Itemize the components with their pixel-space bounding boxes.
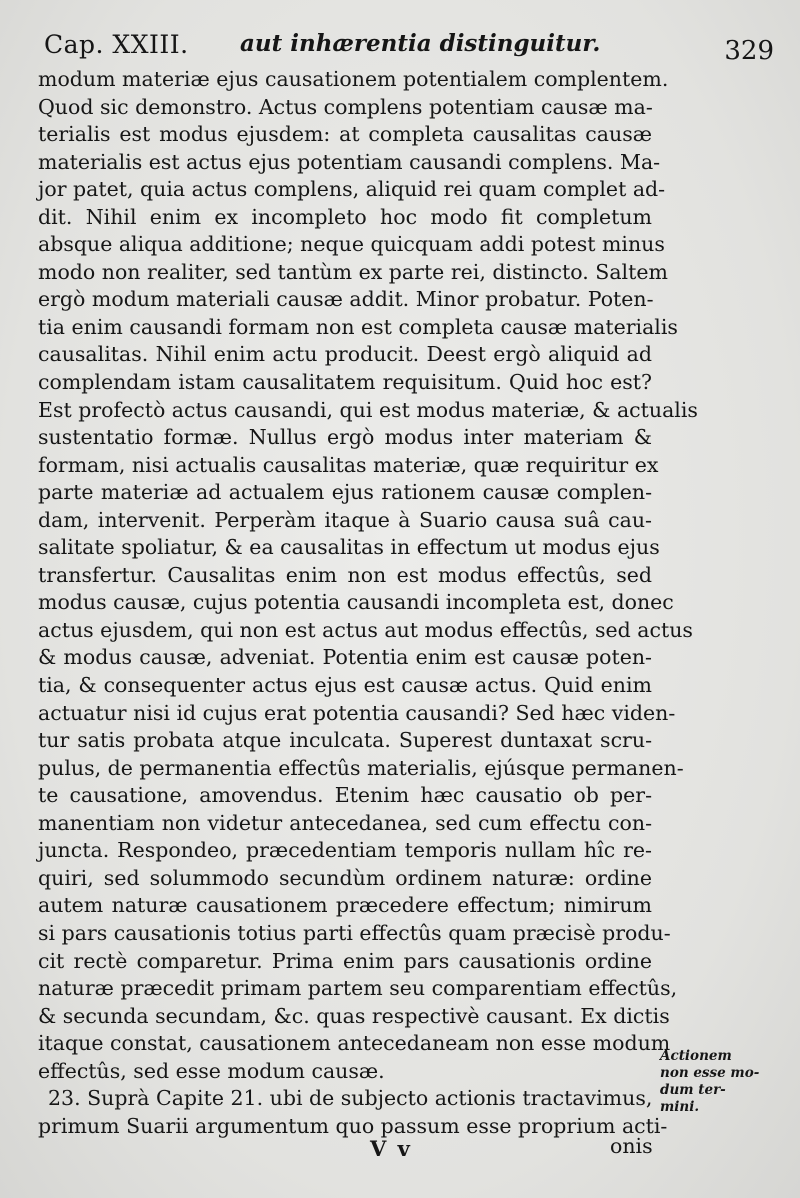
text-line: naturæ præcedit primam partem seu comparentiam effectûs, — [38, 976, 678, 1001]
text-line: autem naturæ causationem præcedere effectum; nimirum — [38, 893, 652, 918]
text-line: effectûs, sed esse modum causæ. — [38, 1058, 385, 1083]
text-line: quiri, sed solummodo secundùm ordinem naturæ: ordine — [38, 865, 652, 890]
text-line: materialis est actus ejus potentiam causandi complens. Ma- — [38, 149, 661, 174]
text-line: manentiam non videtur antecedanea, sed cum effectu con- — [38, 810, 652, 835]
text-line: tia, & consequenter actus ejus est causæ actus. Quid enim — [38, 673, 652, 698]
running-title: aut inhærentia distinguitur. — [240, 30, 601, 57]
text-line: transfertur. Causalitas enim non est modus effectûs, sed — [38, 562, 652, 587]
text-line: cit rectè comparetur. Prima enim pars causationis ordine — [38, 948, 652, 973]
text-line: & modus causæ, adveniat. Potentia enim est causæ poten- — [38, 645, 652, 670]
text-line: te causatione, amovendus. Etenim hæc causatio ob per- — [38, 783, 652, 808]
text-line: juncta. Respondeo, præcedentiam temporis nullam hîc re- — [38, 838, 652, 863]
text-line: causalitas. Nihil enim actu producit. Deest ergò aliquid ad — [38, 342, 652, 367]
text-line: salitate spoliatur, & ea causalitas in effectum ut modus ejus — [38, 535, 660, 560]
text-line: modum materiæ ejus causationem potentialem complentem. — [38, 67, 669, 91]
signature-mark: V v — [370, 1136, 412, 1161]
text-line: tur satis probata atque inculcata. Superest duntaxat scru- — [38, 728, 652, 753]
chapter-label: Cap. XXIII. — [44, 30, 189, 59]
text-line: si pars causationis totius parti effectûs quam præcisè produ- — [38, 920, 671, 945]
text-line: dit. Nihil enim ex incompleto hoc modo fit completum — [38, 204, 652, 229]
margin-note-line: mini. — [660, 1099, 700, 1115]
text-line: ergò modum materiali causæ addit. Minor probatur. Poten- — [38, 287, 654, 312]
margin-note-line: Actionem — [660, 1048, 732, 1064]
text-line: formam, nisi actualis causalitas materiæ, quæ requiritur ex — [38, 452, 659, 477]
text-line: parte materiæ ad actualem ejus rationem causæ complen- — [38, 480, 652, 505]
text-line: complendam istam causalitatem requisitum. Quid hoc est? — [38, 370, 652, 395]
text-line: modo non realiter, sed tantùm ex parte rei, distincto. Saltem — [38, 259, 668, 284]
text-line: jor patet, quia actus complens, aliquid rei quam complet ad- — [38, 177, 666, 202]
running-header — [44, 26, 774, 66]
text-line: pulus, de permanentia effectûs materialis, ejúsque permanen- — [38, 755, 684, 780]
text-line: primum Suarii argumentum quo passum esse proprium acti- — [38, 1113, 668, 1138]
text-line: terialis est modus ejusdem: at completa causalitas causæ — [38, 122, 652, 147]
text-line: itaque constat, causationem antecedaneam non esse modum — [38, 1031, 671, 1056]
margin-note — [660, 1048, 770, 1116]
page-number: 329 — [724, 36, 774, 66]
text-line: dam, intervenit. Perperàm itaque à Suario causa suâ cau- — [38, 507, 652, 532]
text-line: Est profectò actus causandi, qui est modus materiæ, & actualis — [38, 397, 698, 422]
catchword: onis — [610, 1134, 653, 1158]
text-line: actuatur nisi id cujus erat potentia causandi? Sed hæc viden- — [38, 700, 676, 725]
text-line: sustentatio formæ. Nullus ergò modus inter materiam & — [38, 425, 652, 450]
text-line: 23. Suprà Capite 21. ubi de subjecto actionis tractavimus, — [48, 1086, 653, 1111]
margin-note-line: dum ter- — [660, 1082, 726, 1098]
text-line: tia enim causandi formam non est completa causæ materialis — [38, 314, 678, 339]
text-line: actus ejusdem, qui non est actus aut modus effectûs, sed actus — [38, 617, 693, 642]
text-line: & secunda secundam, &c. quas respectivè causant. Ex dictis — [38, 1003, 670, 1028]
text-line: Quod sic demonstro. Actus complens potentiam causæ ma- — [38, 94, 653, 119]
margin-note-line: non esse mo- — [660, 1065, 760, 1081]
text-line: absque aliqua additione; neque quicquam addi potest minus — [38, 232, 665, 257]
text-line: modus causæ, cujus potentia causandi incompleta est, donec — [38, 590, 674, 615]
